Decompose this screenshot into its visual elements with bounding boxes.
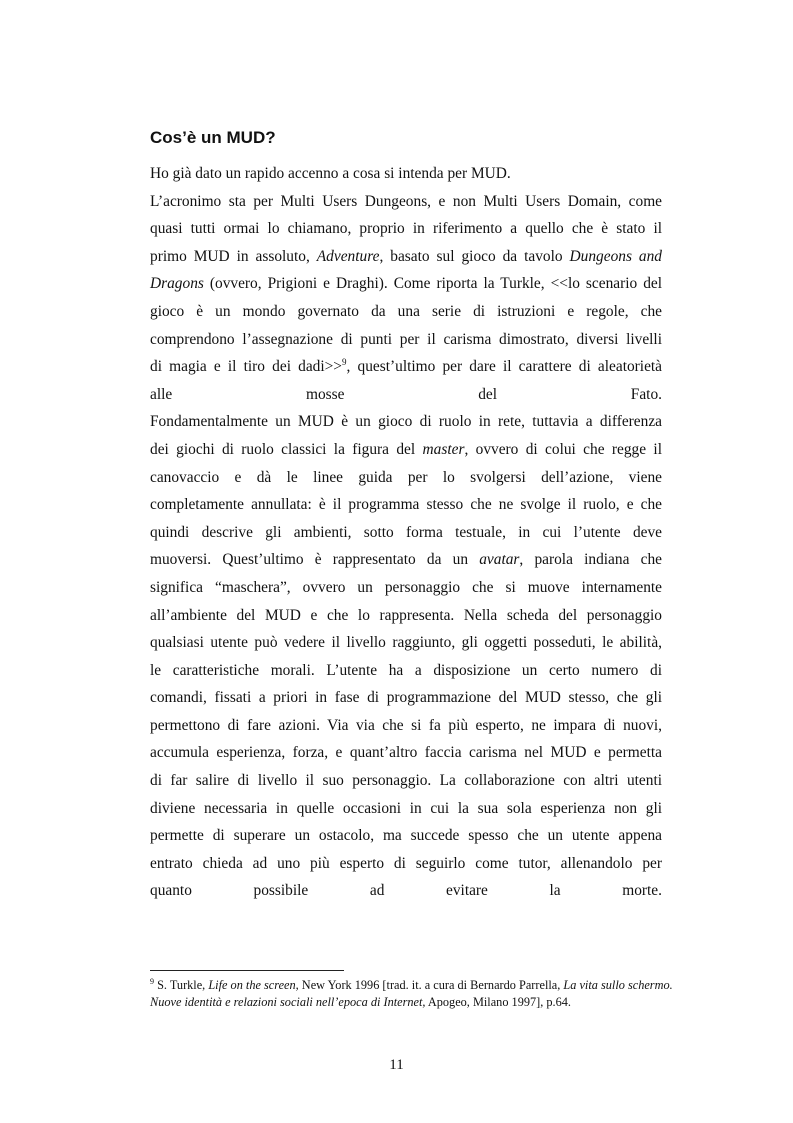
emphasis-adventure: Adventure: [316, 247, 380, 265]
emphasis-dragons: Dragons: [150, 275, 204, 293]
text-line: di far salire di livello il suo personaggio. La collaborazione con altri utenti: [150, 772, 662, 790]
footnote-title-en: Life on the screen,: [208, 978, 299, 992]
text-line: entrato chieda ad uno più esperto di seguirlo come tutor, allenandolo per: [150, 854, 662, 872]
page-number: 11: [389, 1057, 404, 1073]
text-line: quindi descrive gli ambienti, sotto forma testuale, in cui l’utente deve: [150, 523, 662, 541]
paragraph-2: [150, 188, 662, 409]
text-line: , quest’ultimo per dare il carattere di aleatorietà: [346, 358, 663, 376]
footnote-number: 9: [150, 976, 154, 986]
footnote-title-it: La vita sullo schermo. Nuove identità e relazioni sociali nell’epoca di Internet,: [150, 978, 673, 1009]
text-line: (ovvero, Prigioni e Draghi). Come riporta la Turkle, <<lo scenario del: [203, 275, 662, 293]
text-line: comandi, fissati a priori in fase di programmazione del MUD stesso, che gli: [150, 689, 662, 707]
paragraph-3: [150, 408, 662, 905]
text-line: all’ambiente del MUD e che lo rappresenta. Nella scheda del personaggio: [150, 606, 662, 624]
text-line: quasi tutti ormai lo chiamano, proprio in riferimento a quello che è stato il: [150, 220, 662, 238]
footnote-author: S. Turkle,: [154, 978, 209, 992]
text-line: completamente annullata: è il programma stesso che ne svolge il ruolo, e che: [150, 496, 662, 514]
footnote: [150, 977, 680, 1010]
text-line: comprendono l’assegnazione di punti per il carisma dimostrato, diversi livelli: [150, 330, 662, 348]
emphasis-dungeons-and: Dungeons and: [569, 247, 662, 265]
section-heading: Cos’è un MUD?: [150, 128, 276, 147]
text-line: permettono di fare azioni. Via via che si fa più esperto, ne impara di nuovi,: [150, 716, 662, 734]
text-line: di magia e il tiro dei dadi>>: [150, 358, 342, 376]
body-text: [150, 160, 662, 905]
text-line: accumula esperienza, forza, e quant’altro faccia carisma nel MUD e permetta: [150, 744, 662, 762]
footnote-reference[interactable]: 9: [342, 357, 347, 368]
text-line: , basato sul gioco da tavolo: [379, 247, 570, 265]
text-line: quanto possibile ad evitare la morte.: [150, 882, 662, 900]
text-line: le caratteristiche morali. L’utente ha a disposizione un certo numero di: [150, 661, 662, 679]
text-line: significa “maschera”, ovvero un personaggio che si muove internamente: [150, 578, 662, 596]
text-line: diviene necessaria in quelle occasioni in cui la sua sola esperienza non gli: [150, 799, 662, 817]
text-line: qualsiasi utente può vedere il livello raggiunto, gli oggetti posseduti, le abilità,: [150, 634, 662, 652]
text-line: , ovvero di colui che regge il: [464, 440, 662, 458]
footnote-text: Apogeo, Milano 1997], p.64.: [425, 994, 571, 1009]
emphasis-avatar: avatar: [479, 551, 520, 569]
text-line: canovaccio e dà le linee guida per lo svolgersi dell’azione, viene: [150, 468, 662, 486]
footnote-divider: [150, 970, 344, 971]
text-line: , parola indiana che: [519, 551, 662, 569]
text-line: Fondamentalmente un MUD è un gioco di ruolo in rete, tuttavia a differenza: [150, 413, 662, 431]
emphasis-master: master: [422, 440, 465, 458]
text-line: dei giochi di ruolo classici la figura del: [150, 440, 423, 458]
text-line: L’acronimo sta per Multi Users Dungeons, e non Multi Users Domain, come: [150, 192, 662, 210]
text-line: gioco è un mondo governato da una serie di istruzioni e regole, che: [150, 302, 662, 320]
text-line: Ho già dato un rapido accenno a cosa si intenda per MUD.: [150, 165, 511, 182]
text-line: alle mosse del Fato.: [150, 385, 662, 403]
text-line: primo MUD in assoluto,: [150, 247, 317, 265]
text-line: muoversi. Quest’ultimo è rappresentato da un: [150, 551, 480, 569]
paragraph-1: [150, 160, 662, 188]
text-line: permette di superare un ostacolo, ma succede spesso che un utente appena: [150, 827, 662, 845]
footnote-text: New York 1996 [trad. it. a cura di Bernardo Parrella,: [298, 978, 564, 992]
